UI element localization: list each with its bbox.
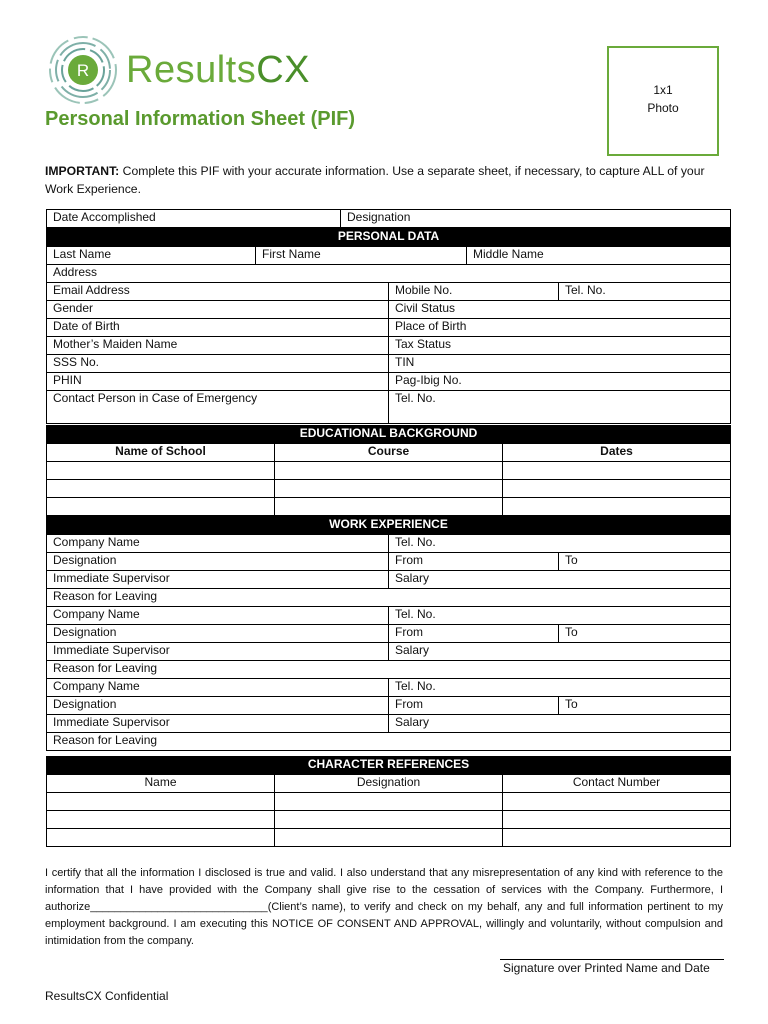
tax-status-field[interactable]: Tax Status [389, 337, 731, 355]
salary-field[interactable]: Salary [389, 643, 731, 661]
phin-field[interactable]: PHIN [47, 373, 389, 391]
references-header: CHARACTER REFERENCES [47, 757, 731, 775]
col-ref-designation: Designation [275, 775, 503, 793]
company-logo [48, 32, 310, 108]
to-field[interactable]: To [559, 697, 731, 715]
school-cell[interactable] [47, 462, 275, 480]
company-field[interactable]: Company Name [47, 535, 389, 553]
email-field[interactable]: Email Address [47, 283, 389, 301]
last-name-field[interactable]: Last Name [47, 247, 256, 265]
work-designation-field[interactable]: Designation [47, 625, 389, 643]
to-field[interactable]: To [559, 625, 731, 643]
client-name-blank[interactable]: _____________________________ [90, 901, 268, 913]
from-field[interactable]: From [389, 553, 559, 571]
reason-field[interactable]: Reason for Leaving [47, 589, 731, 607]
work-designation-field[interactable]: Designation [47, 553, 389, 571]
photo-label-size: 1x1 [653, 83, 673, 97]
dob-field[interactable]: Date of Birth [47, 319, 389, 337]
company-field[interactable]: Company Name [47, 607, 389, 625]
work-header: WORK EXPERIENCE [47, 517, 731, 535]
table-row [47, 480, 731, 498]
signature-line[interactable] [500, 959, 724, 960]
important-note [45, 162, 725, 198]
supervisor-field[interactable]: Immediate Supervisor [47, 715, 389, 733]
signature-label: Signature over Printed Name and Date [503, 961, 710, 975]
results-logo-icon [48, 32, 118, 108]
certification-text: I certify that all the information I disclosed is true and valid. I also understand that any misrepresentation of any kind with reference to the information that I have provided with the Company shall give rise to the cessation of services with the Company. Furthermore, I authorize_____________________________(Client’s name), to verify and check on my behalf, any and full information pertinent to my employment background. I am executing this NOTICE OF CONSENT AND APPROVAL, willingly and voluntarily, without compulsion and intimidation from the company. [45, 867, 723, 947]
personal-data-table [46, 228, 731, 424]
to-field[interactable]: To [559, 553, 731, 571]
ref-designation-cell[interactable] [275, 829, 503, 847]
emergency-contact-field[interactable]: Contact Person in Case of Emergency [47, 391, 389, 424]
pob-field[interactable]: Place of Birth [389, 319, 731, 337]
ref-contact-cell[interactable] [503, 811, 731, 829]
personal-data-header: PERSONAL DATA [47, 229, 731, 247]
work-experience-table [46, 516, 731, 751]
salary-field[interactable]: Salary [389, 715, 731, 733]
company-field[interactable]: Company Name [47, 679, 389, 697]
ref-designation-cell[interactable] [275, 793, 503, 811]
address-field[interactable]: Address [47, 265, 731, 283]
work-designation-field[interactable]: Designation [47, 697, 389, 715]
school-cell[interactable] [47, 498, 275, 516]
from-field[interactable]: From [389, 625, 559, 643]
company-tel-field[interactable]: Tel. No. [389, 679, 731, 697]
first-name-field[interactable]: First Name [256, 247, 467, 265]
gender-field[interactable]: Gender [47, 301, 389, 319]
course-cell[interactable] [275, 462, 503, 480]
tin-field[interactable]: TIN [389, 355, 731, 373]
col-school: Name of School [47, 444, 275, 462]
course-cell[interactable] [275, 480, 503, 498]
maiden-name-field[interactable]: Mother’s Maiden Name [47, 337, 389, 355]
sss-field[interactable]: SSS No. [47, 355, 389, 373]
school-cell[interactable] [47, 480, 275, 498]
col-ref-contact: Contact Number [503, 775, 731, 793]
page-title: Personal Information Sheet (PIF) [45, 108, 356, 130]
svg-text:R: R [76, 61, 90, 80]
civil-status-field[interactable]: Civil Status [389, 301, 731, 319]
salary-field[interactable]: Salary [389, 571, 731, 589]
education-table [46, 425, 731, 516]
emergency-tel-field[interactable]: Tel. No. [389, 391, 731, 424]
photo-box [607, 46, 719, 156]
ref-name-cell[interactable] [47, 811, 275, 829]
top-info-table [46, 209, 731, 228]
from-field[interactable]: From [389, 697, 559, 715]
reason-field[interactable]: Reason for Leaving [47, 733, 731, 751]
important-text: Complete this PIF with your accurate information. Use a separate sheet, if necessary, to capture ALL of your Work Experience. [45, 164, 705, 196]
company-tel-field[interactable]: Tel. No. [389, 607, 731, 625]
col-course: Course [275, 444, 503, 462]
date-accomplished-field[interactable]: Date Accomplished [47, 210, 341, 228]
pagibig-field[interactable]: Pag-Ibig No. [389, 373, 731, 391]
course-cell[interactable] [275, 498, 503, 516]
col-ref-name: Name [47, 775, 275, 793]
tel-field[interactable]: Tel. No. [559, 283, 731, 301]
reason-field[interactable]: Reason for Leaving [47, 661, 731, 679]
footer-confidential: ResultsCX Confidential [45, 989, 169, 1003]
company-tel-field[interactable]: Tel. No. [389, 535, 731, 553]
ref-designation-cell[interactable] [275, 811, 503, 829]
education-header: EDUCATIONAL BACKGROUND [47, 426, 731, 444]
ref-name-cell[interactable] [47, 829, 275, 847]
table-row [47, 462, 731, 480]
designation-field[interactable]: Designation [341, 210, 731, 228]
ref-name-cell[interactable] [47, 793, 275, 811]
important-label: IMPORTANT: [45, 164, 120, 178]
references-table [46, 756, 731, 847]
ref-contact-cell[interactable] [503, 793, 731, 811]
photo-label: Photo [647, 101, 679, 115]
brand-name: ResultsCX [126, 48, 311, 91]
col-dates: Dates [503, 444, 731, 462]
dates-cell[interactable] [503, 498, 731, 516]
table-row [47, 811, 731, 829]
dates-cell[interactable] [503, 462, 731, 480]
supervisor-field[interactable]: Immediate Supervisor [47, 571, 389, 589]
table-row [47, 793, 731, 811]
table-row [47, 498, 731, 516]
dates-cell[interactable] [503, 480, 731, 498]
supervisor-field[interactable]: Immediate Supervisor [47, 643, 389, 661]
table-row [47, 829, 731, 847]
middle-name-field[interactable]: Middle Name [467, 247, 731, 265]
ref-contact-cell[interactable] [503, 829, 731, 847]
mobile-field[interactable]: Mobile No. [389, 283, 559, 301]
